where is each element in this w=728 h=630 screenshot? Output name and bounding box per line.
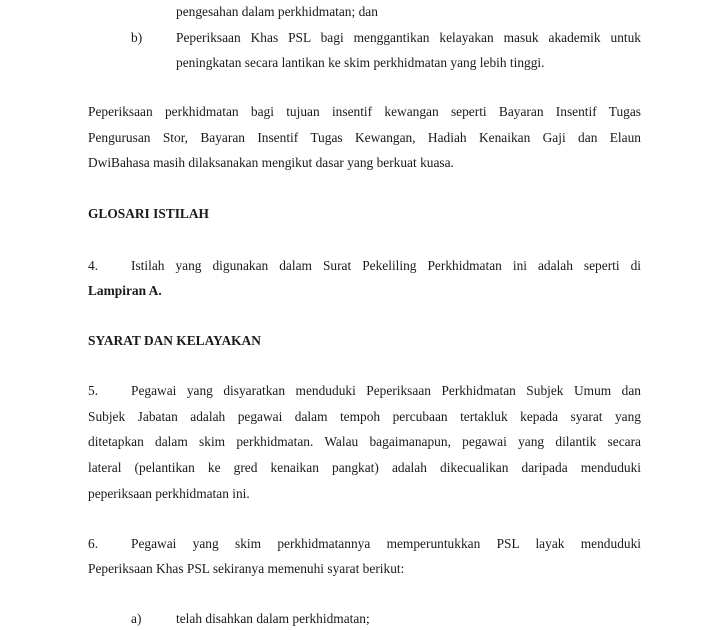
heading-syarat-dan-kelayakan: SYARAT DAN KELAYAKAN <box>88 333 261 348</box>
para-5-line-3: ditetapkan dalam skim perkhidmatan. Walau bagaimanapun, pegawai yang dilantik secara <box>88 434 641 449</box>
para-4-lampiran-reference: Lampiran A. <box>88 283 162 298</box>
para-5-line-5: peperiksaan perkhidmatan ini. <box>88 486 250 501</box>
para-5-number: 5. <box>88 383 99 398</box>
list-item-a-continuation: pengesahan dalam perkhidmatan; dan <box>176 4 378 19</box>
heading-glosari-istilah: GLOSARI ISTILAH <box>88 206 209 221</box>
list-marker-a: a) <box>131 611 142 626</box>
list-marker-b: b) <box>131 30 143 45</box>
list-item-b-line-2: peningkatan secara lantikan ke skim perkhidmatan yang lebih tinggi. <box>176 55 545 70</box>
list-item-b-line-1: Peperiksaan Khas PSL bagi menggantikan kelayakan masuk akademik untuk <box>176 30 641 45</box>
para-6-line-2: Peperiksaan Khas PSL sekiranya memenuhi syarat berikut: <box>88 561 405 576</box>
para-6-number: 6. <box>88 536 99 551</box>
para-insentif-line-3: DwiBahasa masih dilaksanakan mengikut dasar yang berkuat kuasa. <box>88 155 454 170</box>
para-5-line-2: Subjek Jabatan adalah pegawai dalam tempoh percubaan tertakluk kepada syarat yang <box>88 409 641 424</box>
para-insentif-line-2: Pengurusan Stor, Bayaran Insentif Tugas Kewangan, Hadiah Kenaikan Gaji dan Elaun <box>88 130 641 145</box>
para-4-number: 4. <box>88 258 99 273</box>
para-5-line-1: Pegawai yang disyaratkan menduduki Peperiksaan Perkhidmatan Subjek Umum dan <box>131 383 641 398</box>
para-5-line-4: lateral (pelantikan ke gred kenaikan pangkat) adalah dikecualikan daripada menduduki <box>88 460 641 475</box>
para-insentif-line-1: Peperiksaan perkhidmatan bagi tujuan insentif kewangan seperti Bayaran Insentif Tugas <box>88 104 641 119</box>
list-item-a-text: telah disahkan dalam perkhidmatan; <box>176 611 370 626</box>
para-6-line-1: Pegawai yang skim perkhidmatannya memperuntukkan PSL layak menduduki <box>131 536 641 551</box>
para-4-line-1: Istilah yang digunakan dalam Surat Pekeliling Perkhidmatan ini adalah seperti di <box>131 258 641 273</box>
